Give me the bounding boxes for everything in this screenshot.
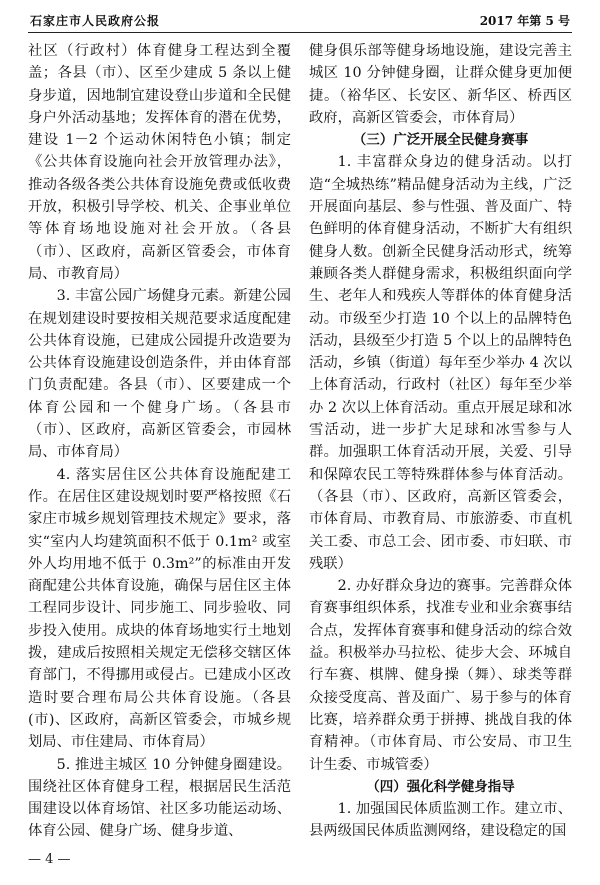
right-column xyxy=(309,40,572,848)
paragraph: 1. 丰富群众身边的健身活动。以打造“全城热练”精品健身活动为主线，广泛开展面向基层、参与性强、普及面广、特色鲜明的体育健身活动，不断扩大有组织健身人数。创新全民健身活动形式，统筹兼顾各类人群健身需求，积极组织面向学生、老年人和残疾人等群体的体育健身活动。市级至少打造 10 个以上的品牌特色活动，县级至少打造 5 个以上的品牌特色活动，乡镇（街道）每年至少举办 4 次以上体育活动，行政村（社区）每年至少举办 2 次以上体育活动。重点开展足球和冰雪活动，进一步扩大足球和冰雪参与人群。加强职工体育活动开展，关爱、引导和保障农民工等特殊群体参与体育活动。（各县（市）、区政府，高新区管委会，市体育局、市教育局、市旅游委、市直机关工委、市总工会、团市委、市妇联、市残联） xyxy=(309,154,572,572)
paragraph: 1. 加强国民体质监测工作。建立市、县两级国民体质监测网络，建设稳定的国 xyxy=(309,801,572,840)
section-heading: （三）广泛开展全民健身赛事 xyxy=(352,132,529,149)
paragraph: 5. 推进主城区 10 分钟健身圈建设。围绕社区体育健身工程，根据居民生活范围建设以体育场馆、社区多功能运动场、体育公园、健身广场、健身步道、 xyxy=(28,756,291,840)
paragraph: 健身俱乐部等健身场地设施，建设完善主城区 10 分钟健身圈，让群众健身更加便捷。（裕华区、长安区、新华区、桥西区政府，高新区管委会，市体育局） xyxy=(309,43,572,126)
left-column xyxy=(28,40,291,848)
paragraph: 3. 丰富公园广场健身元素。新建公园在规划建设时要按相关规范要求适度配建公共体育设施，已建成公园提升改造要为公共体育设施建设创造条件，并由体育部门负责配建。各县（市）、区要建成一个体育公园和一个健身广场。（各县市（市）、区政府，高新区管委会，市园林局、市体育局） xyxy=(28,288,291,461)
paragraph: 2. 办好群众身边的赛事。完善群众体育赛事组织体系，找准专业和业余赛事结合点，发挥体育赛事和健身活动的综合效益。积极举办马拉松、徒步大会、环城自行车赛、棋牌、健身操（舞）、球类等群众接受度高、普及面广、易于参与的体育比赛，培养群众勇于拼搏、挑战自我的体育精神。（市体育局、市公安局、市卫生计生委、市城管委） xyxy=(309,578,572,773)
page-header xyxy=(28,8,572,33)
paragraph: 社区（行政村）体育健身工程达到全覆盖；各县（市）、区至少建成 5 条以上健身步道，因地制宜建设登山步道和全民健身户外活动基地；发挥体育的潜在优势，建设 1－2 个运动休闲特色小镇；制定《公共体育设施向社会开放管理办法》，推动各级各类公共体育设施免费或低收费开放，积极引导学校、机关、企事业单位等体育场地设施对社会开放。（各县（市）、区政府，高新区管委会，市体育局、市教育局） xyxy=(28,43,291,282)
body-columns xyxy=(28,40,572,848)
publication-title: 石家庄市人民政府公报 xyxy=(30,14,161,28)
paragraph: 4. 落实居住区公共体育设施配建工作。在居住区建设规划时要严格按照《石家庄市城乡规划管理技术规定》要求，落实“室内人均建筑面积不低于 0.1m² 或室外人均用地不低于 0.3m²”的标准由开发商配建公共体育设施，确保与居住区主体工程同步设计、同步施工、同步验收、同步投入使用。成块的体育场地实行土地划拨，建成后按照相关规定无偿移交辖区体育部门，不得挪用或侵占。已建成小区改造时要合理布局公共体育设施。（各县(市)、区政府，高新区管委会，市城乡规划局、市住建局、市体育局） xyxy=(28,466,291,751)
section-heading: （四）强化科学健身指导 xyxy=(366,778,515,795)
issue-number: 2017 年第 5 号 xyxy=(479,14,570,28)
page-number: — 4 — xyxy=(28,852,71,867)
